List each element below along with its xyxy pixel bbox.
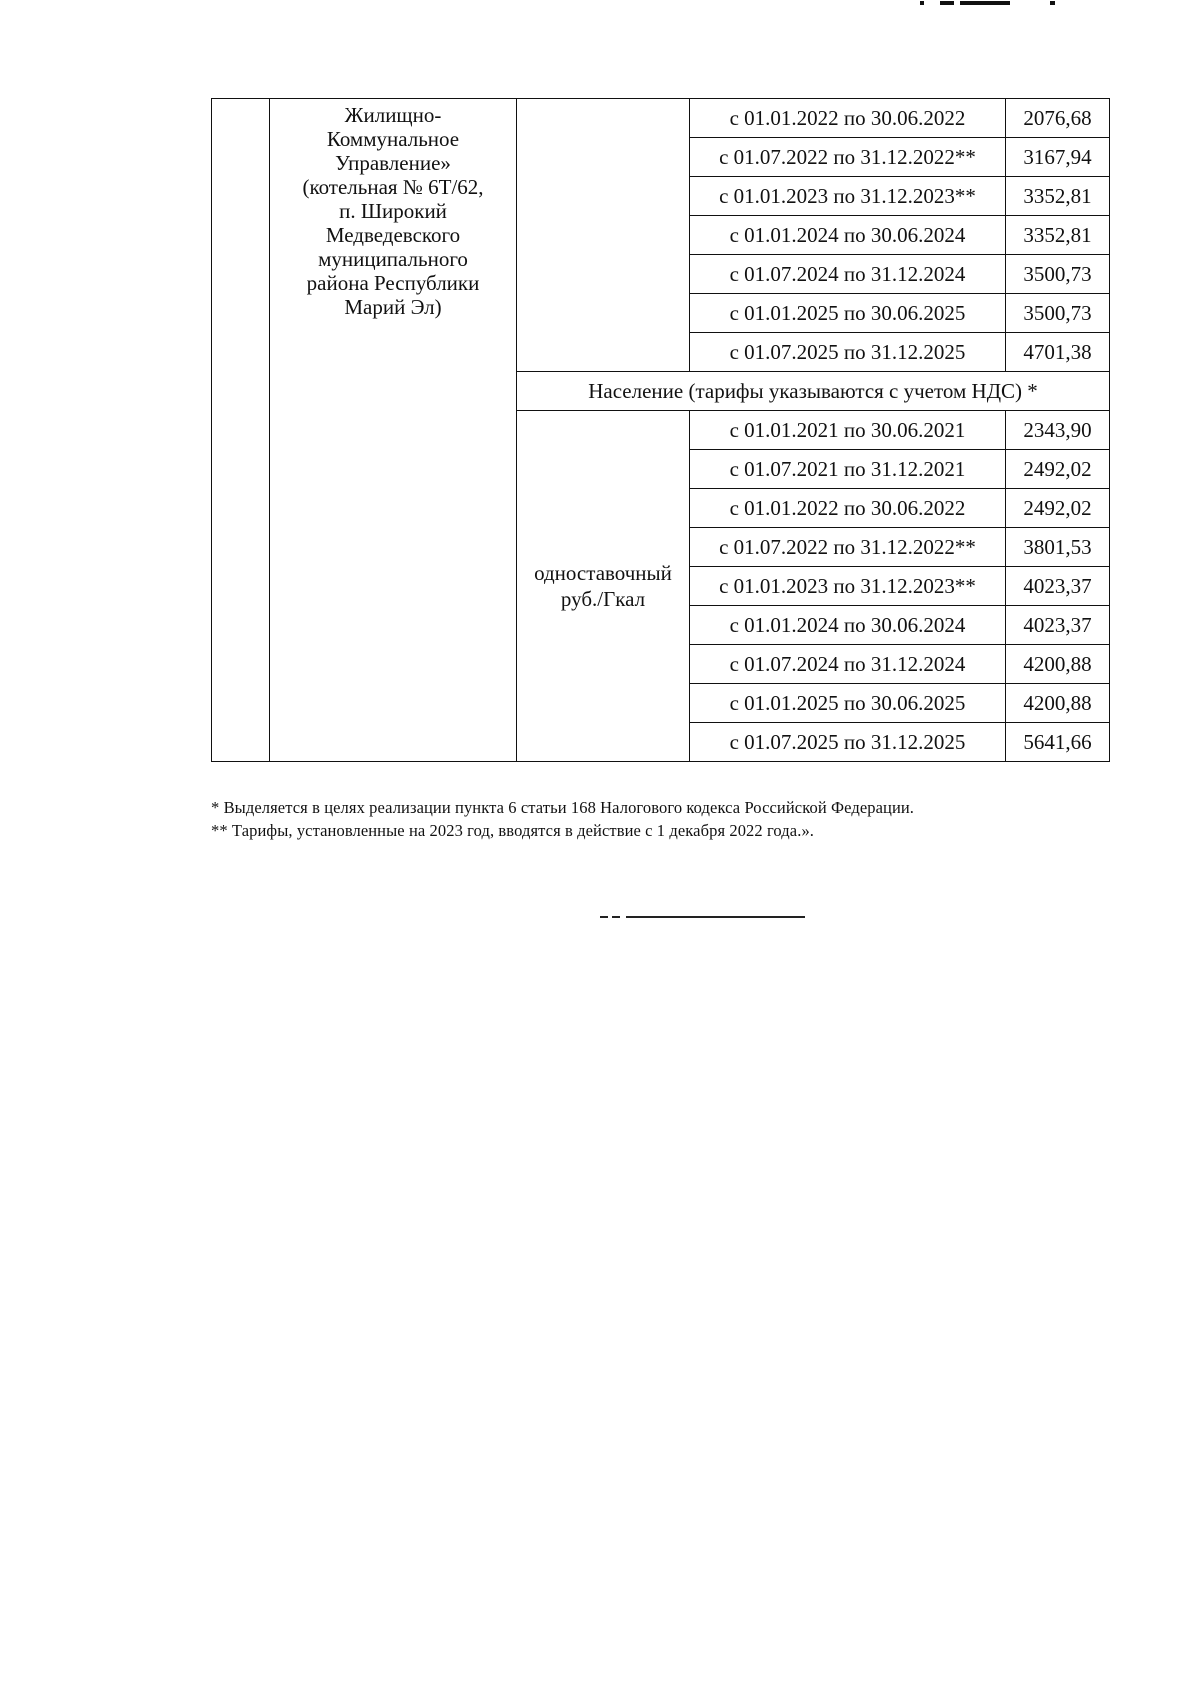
value-cell: 2343,90: [1006, 411, 1110, 450]
tariff-table: [211, 98, 1110, 762]
footnote-vat: * Выделяется в целях реализации пункта 6 статьи 168 Налогового кодекса Российской Федерации.: [211, 798, 915, 817]
period-cell: с 01.01.2025 по 30.06.2025: [690, 294, 1006, 333]
period-cell: с 01.07.2024 по 31.12.2024: [690, 645, 1006, 684]
value-cell: 3352,81: [1006, 216, 1110, 255]
period-cell: с 01.01.2025 по 30.06.2025: [690, 684, 1006, 723]
value-cell: 3500,73: [1006, 294, 1110, 333]
organization-name: Жилищно- Коммунальное Управление» (котельная № 6Т/62, п. Широкий Медведевского муниципального района Республики Марий Эл): [270, 99, 517, 762]
closing-rule: [600, 916, 805, 918]
value-cell: 4023,37: [1006, 567, 1110, 606]
period-cell: с 01.07.2021 по 31.12.2021: [690, 450, 1006, 489]
tariff-type-empty: [517, 99, 690, 372]
blank-column: [212, 99, 270, 762]
period-cell: с 01.01.2024 по 30.06.2024: [690, 216, 1006, 255]
value-cell: 2492,02: [1006, 450, 1110, 489]
period-cell: с 01.01.2023 по 31.12.2023**: [690, 177, 1006, 216]
period-cell: с 01.07.2022 по 31.12.2022**: [690, 138, 1006, 177]
section-header: Население (тарифы указываются с учетом НДС) *: [517, 372, 1110, 411]
period-cell: с 01.07.2022 по 31.12.2022**: [690, 528, 1006, 567]
tariff-type: одноставочный руб./Гкал: [517, 411, 690, 762]
value-cell: 4200,88: [1006, 645, 1110, 684]
period-cell: с 01.07.2024 по 31.12.2024: [690, 255, 1006, 294]
value-cell: 4023,37: [1006, 606, 1110, 645]
period-cell: с 01.01.2022 по 30.06.2022: [690, 489, 1006, 528]
footnotes: [211, 796, 914, 842]
scan-artifact-top: [920, 0, 1080, 8]
period-cell: с 01.07.2025 по 31.12.2025: [690, 723, 1006, 762]
value-cell: 2076,68: [1006, 99, 1110, 138]
value-cell: 3500,73: [1006, 255, 1110, 294]
period-cell: с 01.01.2021 по 30.06.2021: [690, 411, 1006, 450]
value-cell: 3167,94: [1006, 138, 1110, 177]
value-cell: 4701,38: [1006, 333, 1110, 372]
period-cell: с 01.01.2024 по 30.06.2024: [690, 606, 1006, 645]
table-row: [212, 99, 1110, 138]
value-cell: 5641,66: [1006, 723, 1110, 762]
value-cell: 2492,02: [1006, 489, 1110, 528]
value-cell: 3801,53: [1006, 528, 1110, 567]
period-cell: с 01.07.2025 по 31.12.2025: [690, 333, 1006, 372]
period-cell: с 01.01.2023 по 31.12.2023**: [690, 567, 1006, 606]
footnote-2023-tariffs: ** Тарифы, установленные на 2023 год, вводятся в действие с 1 декабря 2022 года.».: [211, 821, 815, 840]
value-cell: 4200,88: [1006, 684, 1110, 723]
period-cell: с 01.01.2022 по 30.06.2022: [690, 99, 1006, 138]
value-cell: 3352,81: [1006, 177, 1110, 216]
